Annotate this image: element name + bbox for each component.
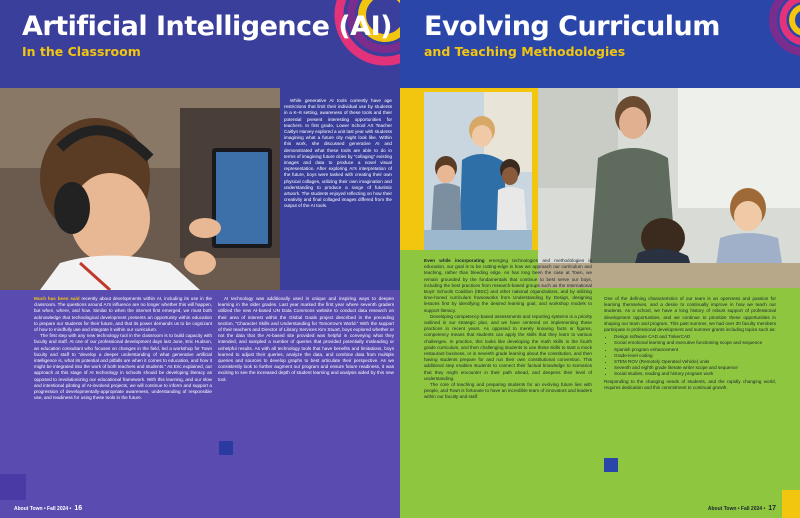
page-subtitle: In the Classroom	[22, 44, 141, 59]
lead-in: Much has been said	[34, 296, 80, 301]
page-number: 17	[768, 505, 776, 512]
body-paragraph: The core of teaching and preparing students for an evolving future lies with people, and Town is fortunate to have an incredible team of innovators and leaders within our faculty and staff.	[424, 382, 592, 400]
list-item: • Social emotional learning and executive functioning scope and sequence	[614, 340, 776, 346]
intro-paragraph: Much has been said recently about developments within AI, including its use in the classroom. The questions around AI’s influence are no longer whether this will happen, but when, where, and how. Similar to when the internet first emerged, we must both acknowledge that technological development presents an opportunity within education to prepare our students for their future, and that its power demands us to be cognizant of how to mindfully use and integrate it within our curriculum.	[34, 296, 212, 333]
decorative-square	[0, 474, 26, 500]
page-subtitle: and Teaching Methodologies	[424, 44, 626, 59]
list-item: • Seventh and eighth grade literate writer scope and sequence	[614, 365, 776, 371]
body-paragraph: Responding to the changing needs of students, and the rapidly changing world, requires dedication and this commitment to continual growth.	[604, 378, 776, 390]
side-paragraph: While generative AI tools currently have age restrictions that limit their individual use by students in a K–8 setting, awareness of these tools and their potential present interesting opportunities for teachers. In first grade, Lower School Art Teacher Caitlyn Harvey explored a unit last year with students imagining what a future city might look like. Within this work, she discussed generative AI and demonstrated what these tools are able to do in terms of imagining future cities by “collaging” existing images and data to produce a novel visual representation. After exploring AI’s interpretation of the future, boys were tasked with creating their own physical collages, utilizing their own imagination and understanding to produce a range of futuristic artwork. The students enjoyed reflecting on how their creativity and final collaged images differed from the output of the AI tools.	[284, 98, 393, 209]
right-page	[400, 0, 800, 518]
page-title: Evolving Curriculum	[424, 11, 720, 42]
left-column-2	[218, 296, 394, 383]
list-item: • Spanish program enhancement	[614, 347, 776, 353]
lead-in: Even while incorporating	[424, 258, 485, 263]
topics-list	[604, 334, 776, 377]
body-paragraph: Developing competency-based assessments and reporting systems is a priority outlined in our strategic plan, and we have centered on implementing these practices in recent years. As opposed to merely knowing facts or figures, competency means that students can apply the skills that they learn to various challenges. In practice, this looks like developing the math skills in the fourth grade curriculum, and then challenging students to use these skills to start a mock restaurant business, or in seventh grade learning about the constitution, and then having students prepare for and run their own constitutional convention. This additional step enables students to connect their factual knowledge to scenarios that they might encounter in their path ahead, and deepens their level of understanding.	[424, 313, 592, 381]
teacher-children-photo	[424, 92, 532, 250]
student-tablet-photo	[0, 88, 280, 290]
page-number: 16	[74, 505, 83, 512]
left-column-1	[34, 296, 212, 401]
list-item: • Grade-level coding	[614, 353, 776, 359]
page-footer: About Town • Fall 2024 • 17	[707, 505, 776, 512]
page-footer: About Town • Fall 2024 • 16	[14, 505, 83, 512]
body-paragraph: AI technology was additionally used in unique and inspiring ways to deepen learning in the older grades. Last year marked the first year where seventh graders utilized the new AI-based UN Data Commons website to conduct data research on their area of interest within the Global Goals project described in the preceding section, “Character Skills and Understanding for Tomorrow’s World.” With the support of their teachers and Director of Library Services Kim Stuart, boys explored whether or not the data that the AI-based site provided was helpful in conveying what they intended, and sampled a number of queries that provided potentially misleading or unhelpful results. As with all technology tools that have benefits and limitations, boys learned to adjust their queries, analyze the data, and combine data from multiple queries and sources to develop graphs to best articulate their perspective. As we consistently look to further augment our program and ensure future readiness, it was exciting to see the increased depth of student learning and analysis aided by this new tool.	[218, 296, 394, 382]
body-paragraph: One of the defining characteristics of our team is an openness and passion for learning themselves, and a desire to continually improve in how we teach our students. As a school, we have a long history of robust support of professional development opportunities, and we continue to prioritize these opportunities in shaping our team and program. This past summer, we had over 30 faculty members participate in professional development and summer grants including topics such as:	[604, 296, 776, 333]
decorative-square	[782, 490, 800, 518]
list-item: • Social studies, reading and history program work	[614, 371, 776, 377]
page-title: Artificial Intelligence (AI)	[22, 11, 392, 42]
right-column-1	[424, 258, 592, 401]
decorative-square	[219, 441, 233, 455]
decorative-arc	[760, 0, 800, 70]
list-item: • Design software CAD and TinkerCAD	[614, 334, 776, 340]
list-item: • STEM ROV (Remotely Operated Vehicle) units	[614, 359, 776, 365]
right-column-2	[604, 296, 776, 391]
body-paragraph: The first step with any new technology tool in the classroom is to build capacity with faculty and staff. At one of our professional development days last June, Eric Hudson, an education consultant who focuses on changes in the field, led a workshop for Town faculty and staff to “develop a deeper understanding of what generative artificial intelligence is, what its potential and pitfalls are when it comes to education, and how it might be integrated into the work of both teachers and students.” As Eric explained, our approach at this stage of AI technology in schools should be developing literacy as opposed to revolutionizing our educational framework. With this learning, and our slow and intentional piloting of AI-involved projects, we will continue to inform and support a progression of developmentally-appropriate awareness, understanding of responsible use, and readiness for using these tools in the future.	[34, 333, 212, 401]
decorative-square	[604, 458, 618, 472]
intro-paragraph: Even while incorporating emerging technologies and methodologies in education, our goal is to be cutting-edge in how we approach our curriculum and teaching, rather than bleeding edge. As has long been the case at Town, we remain grounded by the fundamentals that continue to best serve our boys, including the best practices from research-based groups such as the International Boys’ Schools Coalition (IBSC) and other national organizations, and by utilizing time-honed curriculum frameworks from Understanding by Design, designing lessons first by identifying the desired learning goal, and workshop models to support literacy.	[424, 258, 593, 313]
side-column	[284, 98, 392, 210]
